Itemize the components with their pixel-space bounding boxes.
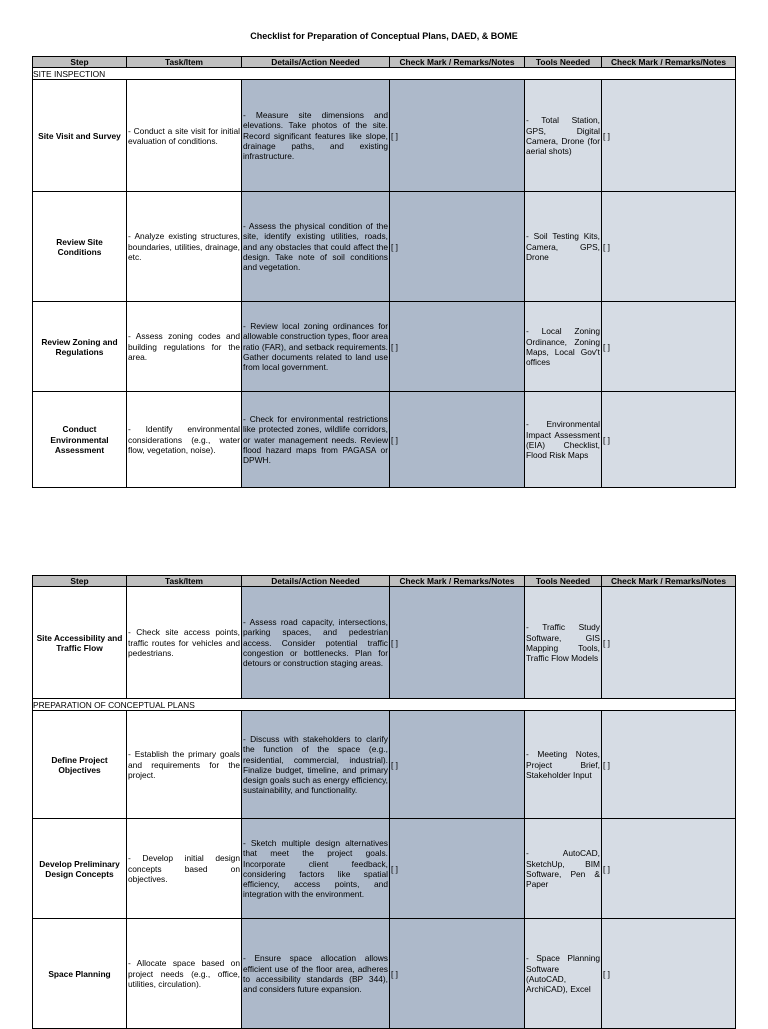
header-check: Check Mark / Remarks/Notes — [390, 57, 525, 68]
task-cell: - Identify environmental considerations (e.g., water flow, vegetation, noise). — [127, 392, 242, 488]
tools-text: - Environmental Impact Assessment (EIA) Checklist, Flood Risk Maps — [526, 419, 600, 460]
header-task: Task/Item — [127, 57, 242, 68]
header-tools: Tools Needed — [525, 57, 602, 68]
details-text: - Assess the physical condition of the site, identify existing utilities, roads, and any obstacles that could affect the design. Take note of soil conditions and vegetation. — [243, 221, 388, 273]
step-cell: Space Planning — [33, 919, 127, 1029]
check-remarks-cell[interactable] — [390, 819, 525, 919]
check-mark-box[interactable]: [ ] — [603, 863, 610, 874]
table-row — [33, 711, 736, 819]
header-check-2: Check Mark / Remarks/Notes — [602, 57, 736, 68]
step-cell: Review Site Conditions — [33, 192, 127, 302]
task-cell: - Assess zoning codes and building regulations for the area. — [127, 302, 242, 392]
check-remarks-cell-2[interactable] — [602, 192, 736, 302]
header-tools: Tools Needed — [525, 576, 602, 587]
check-mark-box[interactable]: [ ] — [603, 968, 610, 979]
check-mark-box[interactable]: [ ] — [391, 341, 398, 352]
step-cell: Define Project Objectives — [33, 711, 127, 819]
header-row — [33, 57, 736, 68]
check-mark-box[interactable]: [ ] — [391, 968, 398, 979]
tools-text: - Traffic Study Software, GIS Mapping Tools, Traffic Flow Models — [526, 622, 600, 663]
check-mark-box[interactable]: [ ] — [603, 341, 610, 352]
check-mark-box[interactable]: [ ] — [603, 637, 610, 648]
header-row — [33, 576, 736, 587]
step-cell: Conduct Environmental Assessment — [33, 392, 127, 488]
step-cell: Site Accessibility and Traffic Flow — [33, 587, 127, 699]
step-cell: Site Visit and Survey — [33, 80, 127, 192]
details-text: - Check for environmental restrictions like protected zones, wildlife corridors, or water management needs. Review flood hazard maps from PAGASA or DPWH. — [243, 414, 388, 466]
table-row — [33, 819, 736, 919]
check-remarks-cell[interactable] — [390, 919, 525, 1029]
document-title: Checklist for Preparation of Conceptual Plans, DAED, & BOME — [250, 31, 518, 41]
tools-cell — [525, 587, 610, 699]
details-text: - Review local zoning ordinances for allowable construction types, floor area ratio (FAR), and setback requirements. Gather documents related to land use from local government. — [243, 321, 388, 373]
tools-cell — [525, 919, 610, 1029]
section-conceptual-plans: PREPARATION OF CONCEPTUAL PLANS — [33, 699, 736, 711]
details-text: - Sketch multiple design alternatives that meet the project goals. Incorporate client feedback, considering factors like spatial efficiency, access points, and integration with the environment. — [243, 838, 388, 900]
tools-text: - AutoCAD, SketchUp, BIM Software, Pen & Paper — [526, 848, 600, 889]
tools-cell — [525, 392, 610, 488]
details-cell — [242, 711, 398, 819]
check-remarks-cell-2[interactable] — [602, 919, 736, 1029]
details-cell — [242, 919, 398, 1029]
check-remarks-cell[interactable] — [390, 392, 525, 488]
task-cell: - Allocate space based on project needs (e.g., office, utilities, circulation). — [127, 919, 242, 1029]
tools-text: - Total Station, GPS, Digital Camera, Drone (for aerial shots) — [526, 115, 600, 156]
check-mark-box[interactable]: [ ] — [391, 130, 398, 141]
check-mark-box[interactable]: [ ] — [391, 863, 398, 874]
check-mark-box[interactable]: [ ] — [603, 434, 610, 445]
tools-text: - Local Zoning Ordinance, Zoning Maps, Local Gov't offices — [526, 326, 600, 367]
tools-cell — [525, 80, 610, 192]
checklist-table-2 — [32, 575, 736, 1029]
tools-text: - Soil Testing Kits, Camera, GPS, Drone — [526, 231, 600, 262]
check-remarks-cell-2[interactable] — [602, 80, 736, 192]
check-mark-box[interactable]: [ ] — [603, 759, 610, 770]
tools-cell — [525, 711, 610, 819]
tools-text: - Space Planning Software (AutoCAD, ArchiCAD), Excel — [526, 953, 600, 994]
check-remarks-cell[interactable] — [390, 192, 525, 302]
header-details: Details/Action Needed — [242, 576, 390, 587]
table-row — [33, 587, 736, 699]
check-remarks-cell[interactable] — [390, 587, 525, 699]
tools-cell — [525, 192, 610, 302]
table-row — [33, 192, 736, 302]
details-text: - Discuss with stakeholders to clarify the function of the space (e.g., residential, commercial, industrial). Finalize budget, timeline, and primary design goals such as energy efficiency, sustainability, and functionality. — [243, 734, 388, 796]
details-cell — [242, 392, 398, 488]
step-cell: Develop Preliminary Design Concepts — [33, 819, 127, 919]
check-mark-box[interactable]: [ ] — [391, 637, 398, 648]
check-mark-box[interactable]: [ ] — [391, 759, 398, 770]
task-cell: - Check site access points, traffic routes for vehicles and pedestrians. — [127, 587, 242, 699]
section-row — [33, 68, 736, 80]
table-row — [33, 80, 736, 192]
details-text: - Assess road capacity, intersections, parking spaces, and pedestrian access. Consider potential traffic congestion or bottlenecks. Plan for detours or construction staging areas. — [243, 617, 388, 669]
details-cell — [242, 819, 398, 919]
details-cell — [242, 302, 398, 392]
check-mark-box[interactable]: [ ] — [603, 130, 610, 141]
check-remarks-cell[interactable] — [390, 80, 525, 192]
table-row — [33, 919, 736, 1029]
tools-cell — [525, 302, 610, 392]
tools-text: - Meeting Notes, Project Brief, Stakeholder Input — [526, 749, 600, 780]
check-remarks-cell-2[interactable] — [602, 587, 736, 699]
header-details: Details/Action Needed — [242, 57, 390, 68]
details-cell — [242, 80, 398, 192]
task-cell: - Conduct a site visit for initial evaluation of conditions. — [127, 80, 242, 192]
step-cell: Review Zoning and Regulations — [33, 302, 127, 392]
tools-cell — [525, 819, 610, 919]
check-mark-box[interactable]: [ ] — [391, 241, 398, 252]
task-cell: - Analyze existing structures, boundaries, utilities, drainage, etc. — [127, 192, 242, 302]
header-step: Step — [33, 57, 127, 68]
table-row — [33, 302, 736, 392]
check-remarks-cell-2[interactable] — [602, 392, 736, 488]
task-cell: - Develop initial design concepts based on objectives. — [127, 819, 242, 919]
header-step: Step — [33, 576, 127, 587]
header-check-2: Check Mark / Remarks/Notes — [602, 576, 736, 587]
check-remarks-cell-2[interactable] — [602, 819, 736, 919]
task-cell: - Establish the primary goals and requirements for the project. — [127, 711, 242, 819]
details-text: - Measure site dimensions and elevations. Take photos of the site. Record significant features like slope, drainage paths, and existing infrastructure. — [243, 110, 388, 162]
header-check: Check Mark / Remarks/Notes — [390, 576, 525, 587]
check-remarks-cell[interactable] — [390, 711, 525, 819]
table-row — [33, 392, 736, 488]
section-site-inspection: SITE INSPECTION — [33, 68, 736, 80]
details-cell — [242, 192, 398, 302]
check-remarks-cell-2[interactable] — [602, 302, 736, 392]
header-task: Task/Item — [127, 576, 242, 587]
details-text: - Ensure space allocation allows efficient use of the floor area, adheres to accessibility standards (BP 344), and considers future expansion. — [243, 953, 388, 994]
check-remarks-cell[interactable] — [390, 302, 525, 392]
checklist-table-1 — [32, 56, 736, 488]
details-cell — [242, 587, 398, 699]
section-row — [33, 699, 736, 711]
check-remarks-cell-2[interactable] — [602, 711, 736, 819]
check-mark-box[interactable]: [ ] — [391, 434, 398, 445]
check-mark-box[interactable]: [ ] — [603, 241, 610, 252]
